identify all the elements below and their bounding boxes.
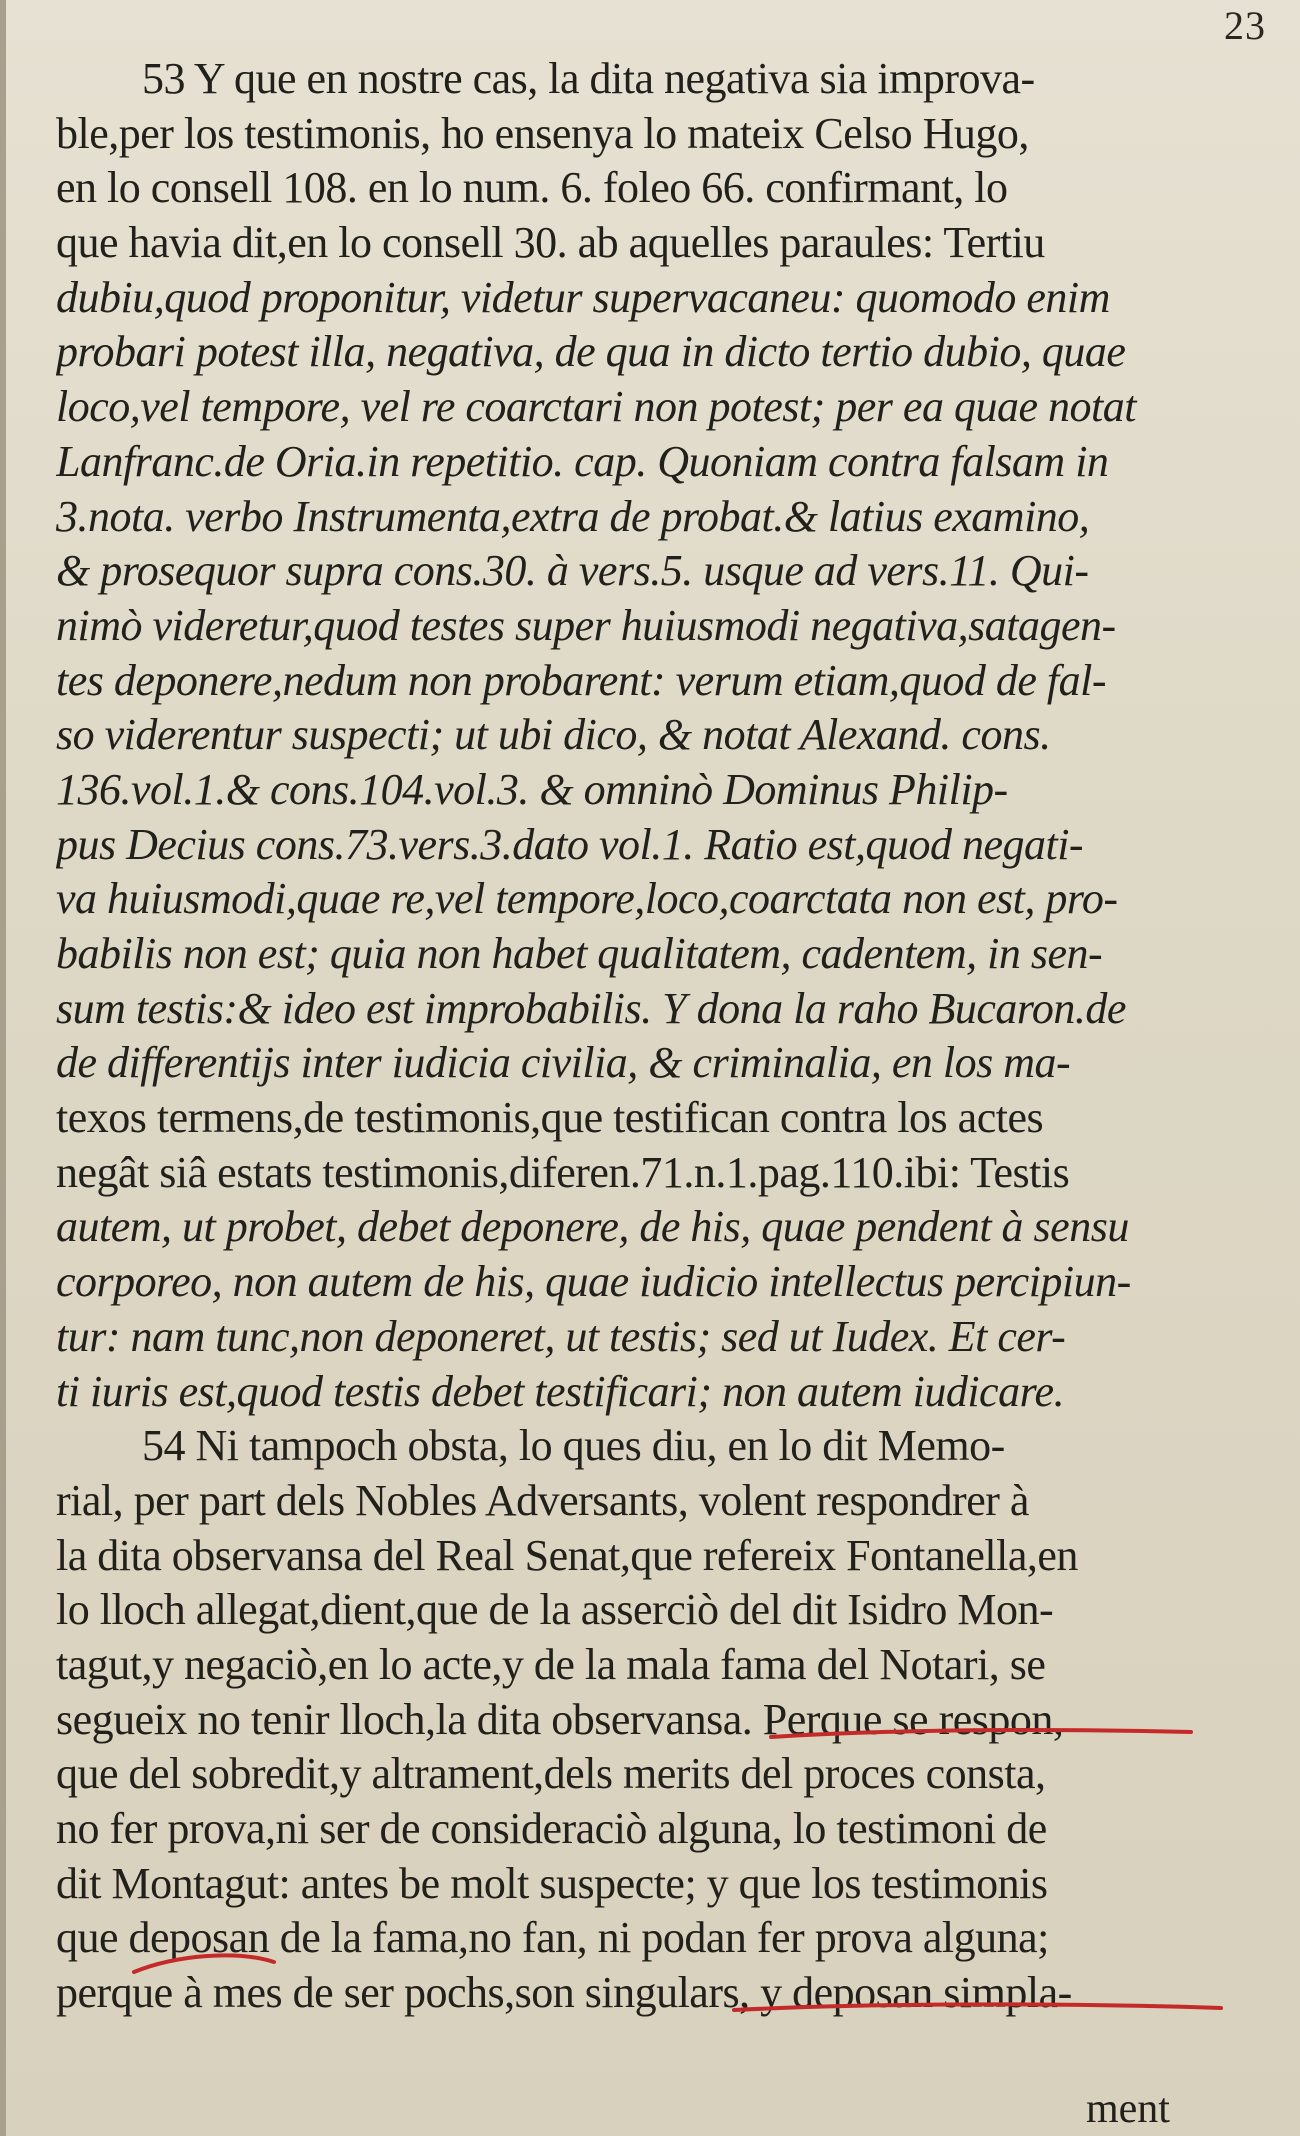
folio-number: 23: [1224, 3, 1266, 48]
text-line: segueix no tenir lloch,la dita observansa. Perque se respon,: [56, 1694, 1064, 1744]
text-line: tur: nam tunc,non deponeret, ut testis; sed ut Iudex. Et cer-: [56, 1311, 1066, 1361]
text-line: en lo consell 108. en lo num. 6. foleo 66. confirmant, lo: [56, 163, 1008, 213]
text-line: tagut,y negaciò,en lo acte,y de la mala fama del Notari, se: [56, 1639, 1046, 1689]
text-line: 136.vol.1.& cons.104.vol.3. & omninò Dominus Philip-: [56, 764, 1008, 814]
text-line: babilis non est; quia non habet qualitatem, cadentem, in sen-: [56, 929, 1103, 978]
text-line: ble,per los testimonis, ho ensenya lo mateix Celso Hugo,: [56, 108, 1029, 158]
text-line: dit Montagut: antes be molt suspecte; y que los testimonis: [56, 1858, 1048, 1908]
page-text: [56, 52, 1264, 2021]
text-line: perque à mes de ser pochs,son singulars, y deposan simpla-: [56, 1968, 1072, 2018]
text-line: so viderentur suspecti; ut ubi dico, & notat Alexand. cons.: [56, 710, 1051, 760]
text-line: autem, ut probet, debet deponere, de his, quae pendent à sensu: [56, 1202, 1129, 1252]
text-line: pus Decius cons.73.vers.3.dato vol.1. Ratio est,quod negati-: [56, 819, 1084, 869]
text-line: que havia dit,en lo consell 30. ab aquelles paraules: Tertiu: [56, 218, 1045, 268]
text-line: no fer prova,ni ser de consideraciò alguna, lo testimoni de: [56, 1804, 1047, 1853]
text-line: la dita observansa del Real Senat,que refereix Fontanella,en: [56, 1530, 1078, 1580]
text-line: sum testis:& ideo est improbabilis. Y dona la raho Bucaron.de: [56, 983, 1126, 1033]
text-line: 53 Y que en nostre cas, la dita negativa sia improva-: [142, 54, 1035, 103]
text-line: Lanfranc.de Oria.in repetitio. cap. Quoniam contra falsam in: [56, 436, 1109, 486]
text-line: que deposan de la fama,no fan, ni podan fer prova alguna;: [56, 1913, 1049, 1963]
text-line: 54 Ni tampoch obsta, lo ques diu, en lo dit Memo-: [142, 1421, 1005, 1471]
text-line: 3.nota. verbo Instrumenta,extra de probat.& latius examino,: [56, 491, 1090, 541]
text-line: tes deponere,nedum non probarent: verum etiam,quod de fal-: [56, 655, 1106, 705]
text-line: lo lloch allegat,dient,que de la asserciò del dit Isidro Mon-: [56, 1585, 1054, 1635]
catchword: ment: [1086, 2086, 1170, 2132]
text-line: nimò videretur,quod testes super huiusmodi negativa,satagen-: [56, 600, 1116, 650]
text-line: negât siâ estats testimonis,diferen.71.n.1.pag.110.ibi: Testis: [56, 1147, 1070, 1197]
text-line: dubiu,quod proponitur, videtur supervacaneu: quomodo enim: [56, 272, 1110, 322]
text-line: rial, per part dels Nobles Adversants, volent respondrer à: [56, 1475, 1029, 1525]
text-line: que del sobredit,y altrament,dels merits del proces consta,: [56, 1749, 1046, 1799]
text-line: & prosequor supra cons.30. à vers.5. usque ad vers.11. Qui-: [56, 546, 1089, 596]
text-line: texos termens,de testimonis,que testifican contra los actes: [56, 1093, 1044, 1143]
text-line: de differentijs inter iudicia civilia, & criminalia, en los ma-: [56, 1038, 1071, 1088]
text-line: ti iuris est,quod testis debet testificari; non autem iudicare.: [56, 1366, 1065, 1416]
text-line: corporeo, non autem de his, quae iudicio intellectus percipiun-: [56, 1257, 1131, 1307]
text-line: loco,vel tempore, vel re coarctari non potest; per ea quae notat: [56, 382, 1136, 432]
text-line: va huiusmodi,quae re,vel tempore,loco,coarctata non est, pro-: [56, 874, 1118, 924]
text-line: probari potest illa, negativa, de qua in dicto tertio dubio, quae: [56, 327, 1126, 377]
